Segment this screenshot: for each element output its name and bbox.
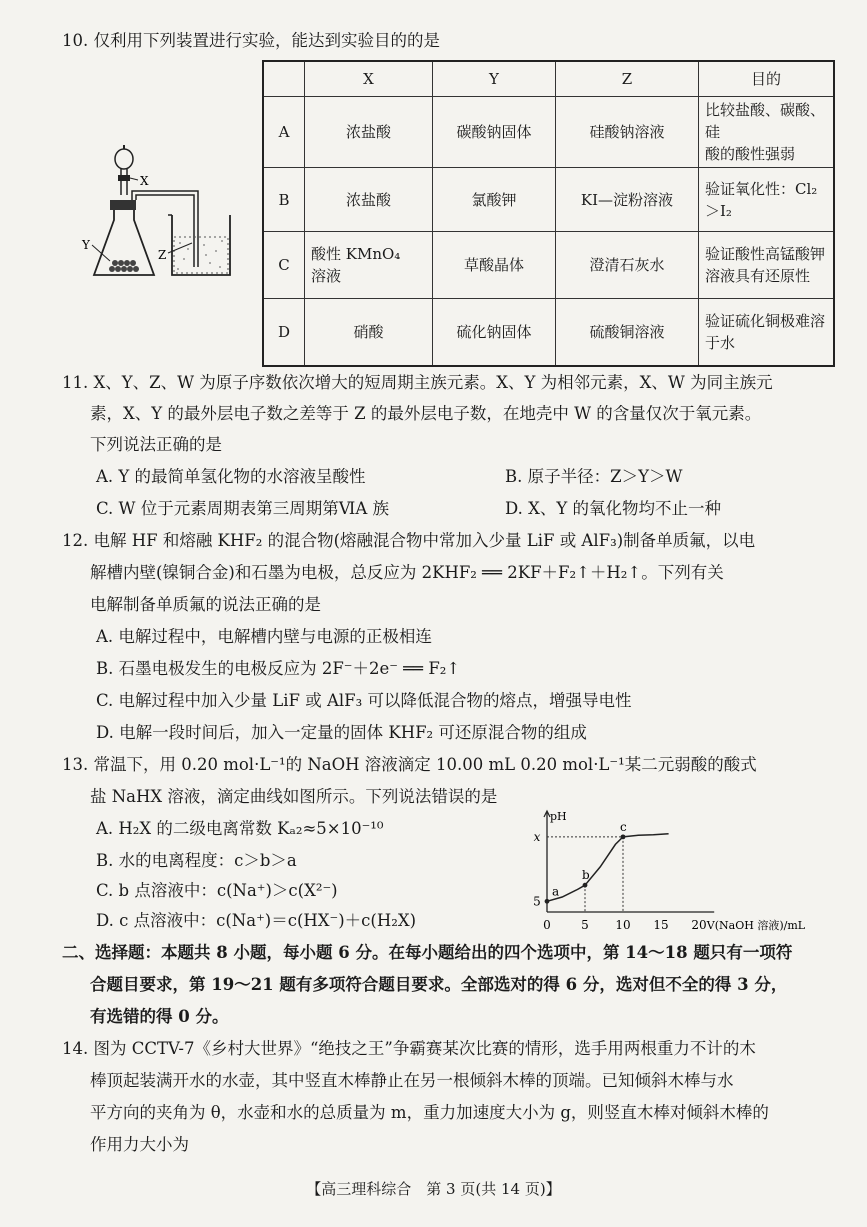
q13-option-b: B. 水的电离程度：c＞b＞a [96,851,297,870]
cell-y: 硫化钠固体 [433,299,556,366]
cell-goal: 验证酸性高锰酸钾 溶液具有还原性 [699,232,835,299]
point-label: b [582,868,590,883]
x-tick-label: 0 [543,918,551,932]
q13-option-a: A. H₂X 的二级电离常数 Kₐ₂≈5×10⁻¹⁰ [96,819,384,838]
cell-z: 澄清石灰水 [556,232,699,299]
x-tick-label: 20 [691,918,707,932]
q11-option-a: A. Y 的最简单氢化物的水溶液呈酸性 [96,467,366,486]
x-tick-label: 5 [581,918,589,932]
q14-line2: 棒顶起装满开水的水壶，其中竖直木棒静止在另一根倾斜木棒的顶端。已知倾斜木棒与水 [90,1071,734,1090]
q11-line3: 下列说法正确的是 [90,435,222,454]
data-point [583,883,588,888]
table-row [263,97,834,168]
x-axis-label: V(NaOH 溶液)/mL [706,919,806,932]
q14-line1: 14. 图为 CCTV-7《乡村大世界》“绝技之王”争霸赛某次比赛的情形，选手用两根重力不计的木 [62,1039,756,1058]
q12-line2: 解槽内壁(镍铜合金)和石墨为电极，总反应为 2KHF₂ ══ 2KF＋F₂↑＋H₂↑。下列有关 [90,563,724,582]
cell-x: 浓盐酸 [305,97,433,168]
table-header-cell: 目的 [699,61,835,97]
q12-option-b: B. 石墨电极发生的电极反应为 2F⁻＋2e⁻ ══ F₂↑ [96,659,461,678]
q11-option-d: D. X、Y 的氧化物均不止一种 [505,499,722,518]
table-header-cell: Z [556,61,699,97]
cell-goal: 验证氧化性：Cl₂＞I₂ [699,168,835,232]
data-point [621,834,626,839]
q11-option-b: B. 原子半径：Z＞Y＞W [505,467,683,486]
q12-line1: 12. 电解 HF 和熔融 KHF₂ 的混合物(熔融混合物中常加入少量 LiF 或 AlF₃)制备单质氟，以电 [62,531,756,550]
q10-table [262,60,835,367]
table-row [263,232,834,299]
row-label: D [263,299,305,366]
cell-z: 硫酸铜溶液 [556,299,699,366]
cell-y: 碳酸钠固体 [433,97,556,168]
q12-option-d: D. 电解一段时间后，加入一定量的固体 KHF₂ 可还原混合物的组成 [96,723,587,742]
point-label: a [552,884,560,899]
cell-z: 硅酸钠溶液 [556,97,699,168]
point-label: c [620,819,627,834]
q13-option-d: D. c 点溶液中：c(Na⁺)＝c(HX⁻)＋c(H₂X) [96,911,417,930]
table-header-row [263,61,834,97]
table-header-cell: Y [433,61,556,97]
label-z: Z [158,248,167,262]
apparatus-diagram [80,145,260,285]
q11-line2: 素，X、Y 的最外层电子数之差等于 Z 的最外层电子数，在地壳中 W 的含量仅次于氧元素。 [90,404,762,423]
q13-option-c: C. b 点溶液中：c(Na⁺)＞c(X²⁻) [96,881,338,900]
cell-x: 酸性 KMnO₄ 溶液 [305,232,433,299]
q11-line1: 11. X、Y、Z、W 为原子序数依次增大的短周期主族元素。X、Y 为相邻元素，X、W 为同主族元 [62,373,773,392]
page-footer: 【高三理科综合 第 3 页(共 14 页)】 [306,1180,561,1198]
table-header-cell: X [305,61,433,97]
q13-line2: 盐 NaHX 溶液，滴定曲线如图所示。下列说法错误的是 [90,787,498,806]
q12-option-c: C. 电解过程中加入少量 LiF 或 AlF₃ 可以降低混合物的熔点，增强导电性 [96,691,632,710]
q12-line3: 电解制备单质氟的说法正确的是 [90,595,321,614]
y-tick-label: x [533,829,541,844]
label-y: Y [82,238,90,252]
y-tick-label: 5 [533,894,541,909]
cell-z: KI—淀粉溶液 [556,168,699,232]
q14-line4: 作用力大小为 [90,1135,189,1154]
x-tick-label: 15 [653,918,669,932]
titration-chart [525,808,825,936]
table-row [263,299,834,366]
q12-option-a: A. 电解过程中，电解槽内壁与电源的正极相连 [96,627,432,646]
label-x: X [140,174,149,188]
y-axis-label: pH [550,810,567,823]
table-row [263,168,834,232]
cell-x: 浓盐酸 [305,168,433,232]
cell-y: 氯酸钾 [433,168,556,232]
q13-line1: 13. 常温下，用 0.20 mol·L⁻¹的 NaOH 溶液滴定 10.00 mL 0.20 mol·L⁻¹某二元弱酸的酸式 [62,755,757,774]
data-point [545,899,550,904]
q11-option-c: C. W 位于元素周期表第三周期第ⅥA 族 [96,499,389,518]
table-header-cell [263,61,305,97]
row-label: B [263,168,305,232]
titration-curve [547,834,669,902]
section2-line1: 二、选择题：本题共 8 小题，每小题 6 分。在每小题给出的四个选项中，第 14～18 题只有一项符 [62,943,793,962]
cell-goal: 比较盐酸、碳酸、硅 酸的酸性强弱 [699,97,835,168]
q10-stem: 10. 仅利用下列装置进行实验，能达到实验目的的是 [62,31,440,50]
row-label: C [263,232,305,299]
cell-x: 硝酸 [305,299,433,366]
row-label: A [263,97,305,168]
section2-line3: 有选错的得 0 分。 [90,1007,229,1026]
section2-line2: 合题目要求，第 19～21 题有多项符合题目要求。全部选对的得 6 分，选对但不全的得 3 分， [90,975,788,994]
cell-goal: 验证硫化铜极难溶 于水 [699,299,835,366]
cell-y: 草酸晶体 [433,232,556,299]
x-tick-label: 10 [615,918,631,932]
q14-line3: 平方向的夹角为 θ，水壶和水的总质量为 m，重力加速度大小为 g，则竖直木棒对倾斜木棒的 [90,1103,769,1122]
